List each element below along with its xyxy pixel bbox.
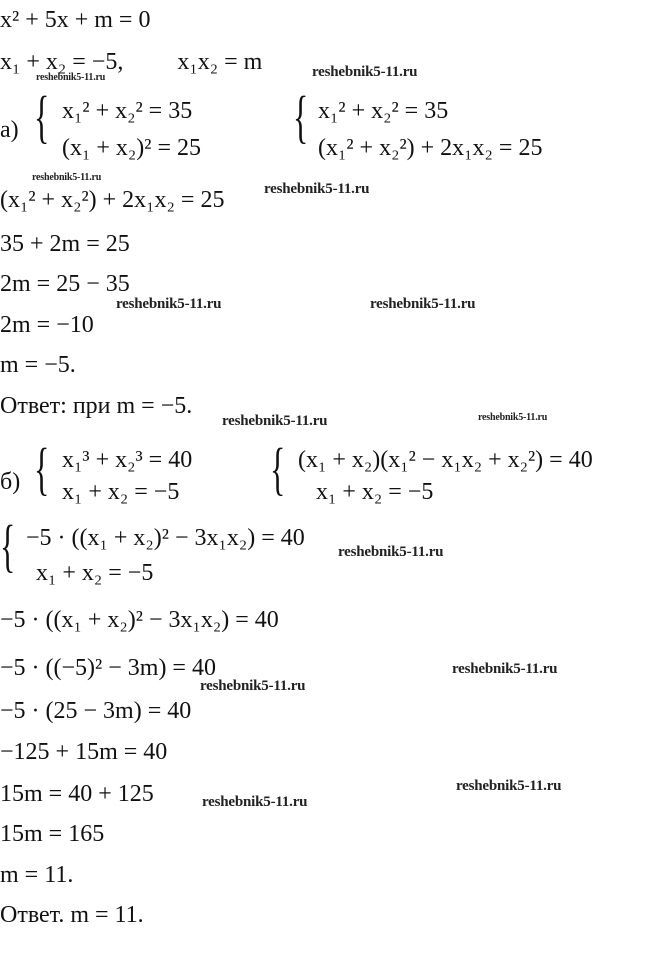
watermark: reshebnik5-11.ru: [200, 678, 306, 694]
system-brace-icon: {: [34, 436, 50, 501]
step-line: −5 · ((x₁ + x₂)² − 3x₁x₂) = 40: [0, 607, 279, 633]
system-b3-eq2: x₁ + x₂ = −5: [36, 560, 154, 586]
watermark: reshebnik5-11.ru: [370, 296, 476, 312]
system-b-eq2: x₁ + x₂ = −5: [62, 479, 180, 505]
step-line: −5 · (25 − 3m) = 40: [0, 698, 192, 724]
watermark: reshebnik5-11.ru: [32, 172, 102, 183]
system-a-eq1: x₁² + x₂² = 35: [62, 98, 193, 124]
watermark: reshebnik5-11.ru: [338, 544, 444, 560]
watermark: reshebnik5-11.ru: [264, 181, 370, 197]
system-brace-icon: {: [270, 436, 286, 501]
step-line: m = −5.: [0, 352, 76, 378]
system-brace-icon: {: [293, 84, 309, 149]
system-a2-eq1: x₁² + x₂² = 35: [318, 98, 449, 124]
step-line: −125 + 15m = 40: [0, 739, 168, 765]
watermark: reshebnik5-11.ru: [116, 296, 222, 312]
step-line: 35 + 2m = 25: [0, 231, 130, 257]
system-b2-eq2: x₁ + x₂ = −5: [316, 479, 434, 505]
equation-line-1: x² + 5x + m = 0: [0, 7, 151, 33]
system-a2-eq2: (x₁² + x₂²) + 2x₁x₂ = 25: [318, 135, 543, 161]
answer-a: Ответ: при m = −5.: [0, 393, 193, 419]
system-b-eq1: x₁³ + x₂³ = 40: [62, 447, 193, 473]
system-b2-eq1: (x₁ + x₂)(x₁² − x₁x₂ + x₂²) = 40: [298, 447, 593, 473]
answer-b: Ответ. m = 11.: [0, 902, 144, 928]
system-brace-icon: {: [0, 513, 16, 578]
watermark: reshebnik5-11.ru: [312, 64, 418, 80]
part-b-label: б): [0, 469, 21, 495]
system-a-eq2: (x₁ + x₂)² = 25: [62, 135, 201, 161]
equation-line-2: x₁ + x₂ = −5, x₁x₂ = m: [0, 49, 263, 75]
step-line: 15m = 165: [0, 821, 105, 847]
step-line: 15m = 40 + 125: [0, 781, 154, 807]
system-b3-eq1: −5 · ((x₁ + x₂)² − 3x₁x₂) = 40: [26, 525, 305, 551]
watermark: reshebnik5-11.ru: [222, 413, 328, 429]
step-line: −5 · ((−5)² − 3m) = 40: [0, 655, 216, 681]
watermark: reshebnik5-11.ru: [202, 794, 308, 810]
step-line: 2m = 25 − 35: [0, 271, 130, 297]
watermark: reshebnik5-11.ru: [36, 72, 106, 83]
system-brace-icon: {: [34, 84, 50, 149]
step-line: (x₁² + x₂²) + 2x₁x₂ = 25: [0, 187, 225, 213]
step-line: m = 11.: [0, 862, 74, 888]
part-a-label: а): [0, 117, 19, 143]
watermark: reshebnik5-11.ru: [456, 778, 562, 794]
watermark: reshebnik5-11.ru: [452, 661, 558, 677]
step-line: 2m = −10: [0, 312, 94, 338]
watermark: reshebnik5-11.ru: [478, 412, 548, 423]
